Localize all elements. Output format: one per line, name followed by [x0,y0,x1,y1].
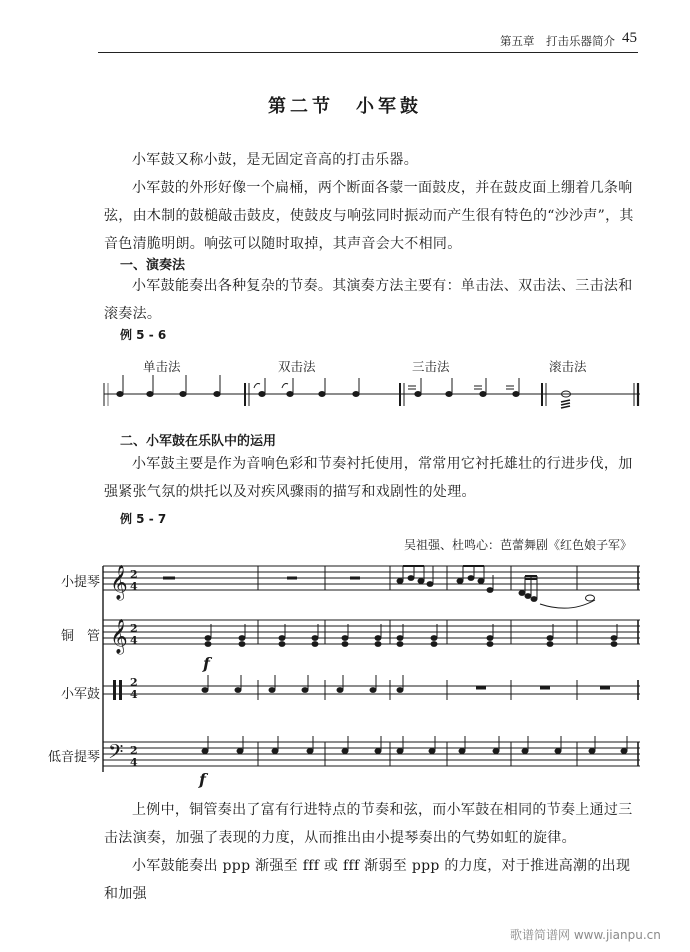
svg-text:𝄢: 𝄢 [108,740,124,768]
single-stroke-notes [117,375,220,397]
svg-text:4: 4 [130,688,138,701]
svg-text:2: 2 [130,744,138,757]
svg-text:𝄞: 𝄞 [110,565,128,600]
violin-staff [103,565,640,608]
example-label-1: 例 5 - 6 [120,328,167,342]
score-credit: 吴祖强、杜鸣心：芭蕾舞剧《红色娘子军》 [404,538,633,552]
svg-text:2: 2 [130,676,138,689]
technique-label-single: 单击法 [143,359,181,374]
section-title: 第二节 小军鼓 [268,96,422,117]
brass-dynamic-forte: f [203,654,210,673]
intro-paragraph: 小军鼓又称小鼓，是无固定音高的打击乐器。 [132,152,418,168]
svg-text:4: 4 [130,756,138,769]
page-number: 45 [622,30,637,46]
analysis-paragraph: 上例中，铜管奏出了富有行进特点的节奏和弦，而小军鼓在相同的节奏上通过三击法演奏，加强了表现的力度，从而推出由小提琴奏出的气势如虹的旋律。 [104,802,633,846]
bass-notes [202,736,627,753]
snare-notes [202,675,403,692]
instrument-label-double-bass: 低音提琴 [47,750,100,765]
example-label-2: 例 5 - 7 [120,512,167,526]
brass-staff [103,619,640,655]
svg-text:2: 2 [130,568,138,581]
violin-melody [397,566,433,586]
snare-staff [103,675,640,701]
instrument-label-violin: 小提琴 [60,575,100,590]
example-2-score [103,565,640,772]
double-bass-staff [103,736,640,769]
orchestra-paragraph: 小军鼓主要是作为音响色彩和节奏衬托使用，常常用它衬托雄壮的行进步伐，加强紧张气氛的烘托以及对疾风骤雨的描写和戏剧性的处理。 [104,456,633,500]
final-paragraph: 小军鼓能奏出 ppp 渐强至 fff 或 fff 渐弱至 ppp 的力度，对于推进高潮的出现和加强 [104,858,631,902]
brass-chords [205,624,617,646]
svg-text:4: 4 [130,580,138,593]
bass-dynamic-forte: f [199,770,206,789]
technique-label-roll: 滚击法 [549,359,587,374]
technique-label-triple: 三击法 [412,359,450,374]
description-paragraph: 小军鼓的外形好像一个扁桶，两个断面各蒙一面鼓皮，并在鼓皮面上绷着几条响弦，由木制的鼓槌敲击鼓皮，使鼓皮与响弦同时振动而产生很有特色的“沙沙声”，其音色清脆明朗。响弦可以随时取掉，其声音会大不相同。 [104,180,634,252]
example-1-staff [104,375,640,408]
running-header-chapter: 第五章 打击乐器简介 [500,34,615,48]
heading-performance: 一、演奏法 [120,258,186,273]
site-watermark: 歌谱简谱网 www.jianpu.cn [510,928,661,942]
instrument-label-snare: 小军鼓 [60,687,100,702]
heading-orchestra-usage: 二、小军鼓在乐队中的运用 [120,434,277,449]
technique-label-double: 双击法 [278,359,316,374]
instrument-label-brass: 铜 管 [60,629,100,644]
svg-text:𝄞: 𝄞 [110,619,128,654]
technique-paragraph: 小军鼓能奏出各种复杂的节奏。其演奏方法主要有：单击法、双击法、三击法和滚奏法。 [104,278,633,322]
svg-text:4: 4 [130,634,138,647]
svg-text:2: 2 [130,622,138,635]
